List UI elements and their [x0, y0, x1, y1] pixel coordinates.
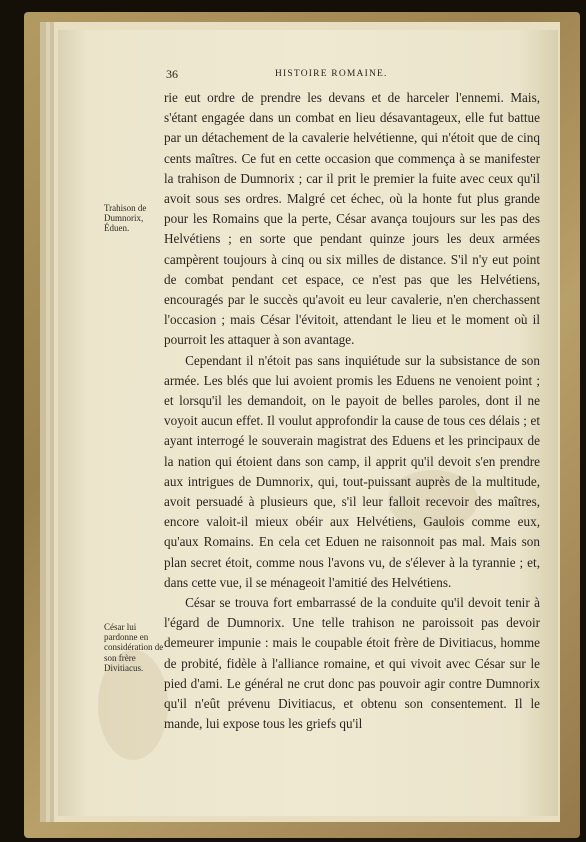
page-header [58, 68, 558, 86]
running-head: HISTOIRE ROMAINE. [275, 69, 388, 79]
book-page [58, 30, 558, 816]
body-text [164, 88, 540, 735]
margin-note: Trahison de Dumnorix, Éduen. [104, 203, 147, 234]
page-number: 36 [166, 67, 178, 81]
paragraph: César se trouva fort embarrassé de la conduite qu'il devoit tenir à l'égard de Dumnorix. Une telle trahison ne paroissoit pas devoir demeurer impunie : mais le coupable étoit frère de Divitiacus, homme de probité, fidèle à l'alliance romaine, et qui vivoit avec César sur le pied d'ami. Le général ne crut donc pas pouvoir agir contre Dumnorix qu'il n'eût prévenu Divitiacus, et obtenu son consentement. Il le mande, lui expose tous les griefs qu'il [164, 595, 540, 732]
margin-note: César lui pardonne en considération de son frère Divitiacus. [104, 622, 164, 673]
paragraph: Cependant il n'étoit pas sans inquiétude sur la subsistance de son armée. Les blés que lui avoient promis les Eduens ne venoient point ; et lorsqu'il les demandoit, on le payoit de belles paroles, dont il ne voyoit aucun effet. Il voulut approfondir la cause de tous ces délais ; et ayant interrogé le souverain magistrat des Eduens et les principaux de la nation qui étoient dans son camp, il apprit qu'il devoit s'en prendre aux intrigues de Dumnorix, qui, tout-puissant auprès de la multitude, avoit persuadé à plusieurs que, s'il leur falloit recevoir des maîtres, encore valoit-il mieux obéir aux Helvétiens, Gaulois comme eux, qu'aux Romains. En cela cet Eduen ne raisonnoit pas mal. Mais son plan secret étoit, comme nous l'avons vu, de s'élever à la tyrannie ; et, dans cette vue, il se ménageoit l'amitié des Helvétiens. [164, 352, 540, 590]
paragraph: rie eut ordre de prendre les devans et de harceler l'ennemi. Mais, s'étant engagée dans un combat en lieu désavantageux, elle fut battue par un détachement de la cavalerie helvétienne, qui n'étoit que de cinq cents maîtres. Ce fut en cette occasion que commença à se manifester la trahison de Dumnorix ; car il prit le premier la fuite avec ceux qu'il avoit sous ses ordres. Malgré cet échec, où la honte fut plus grande pour les Romains que la perte, César avança toujours sur les pas des Helvétiens ; en sorte que pendant quinze jours les deux armées campèrent toujours à cinq ou six milles de distance. S'il n'y eut point de combat pendant cet espace, ce n'est pas que les Helvétiens, encouragés par le succès qu'avoit eu leur cavalerie, n'en cherchassent l'occasion ; mais César l'évitoit, attendant le lieu et le moment où il pourroit les attaquer à son avantage. [164, 90, 540, 348]
